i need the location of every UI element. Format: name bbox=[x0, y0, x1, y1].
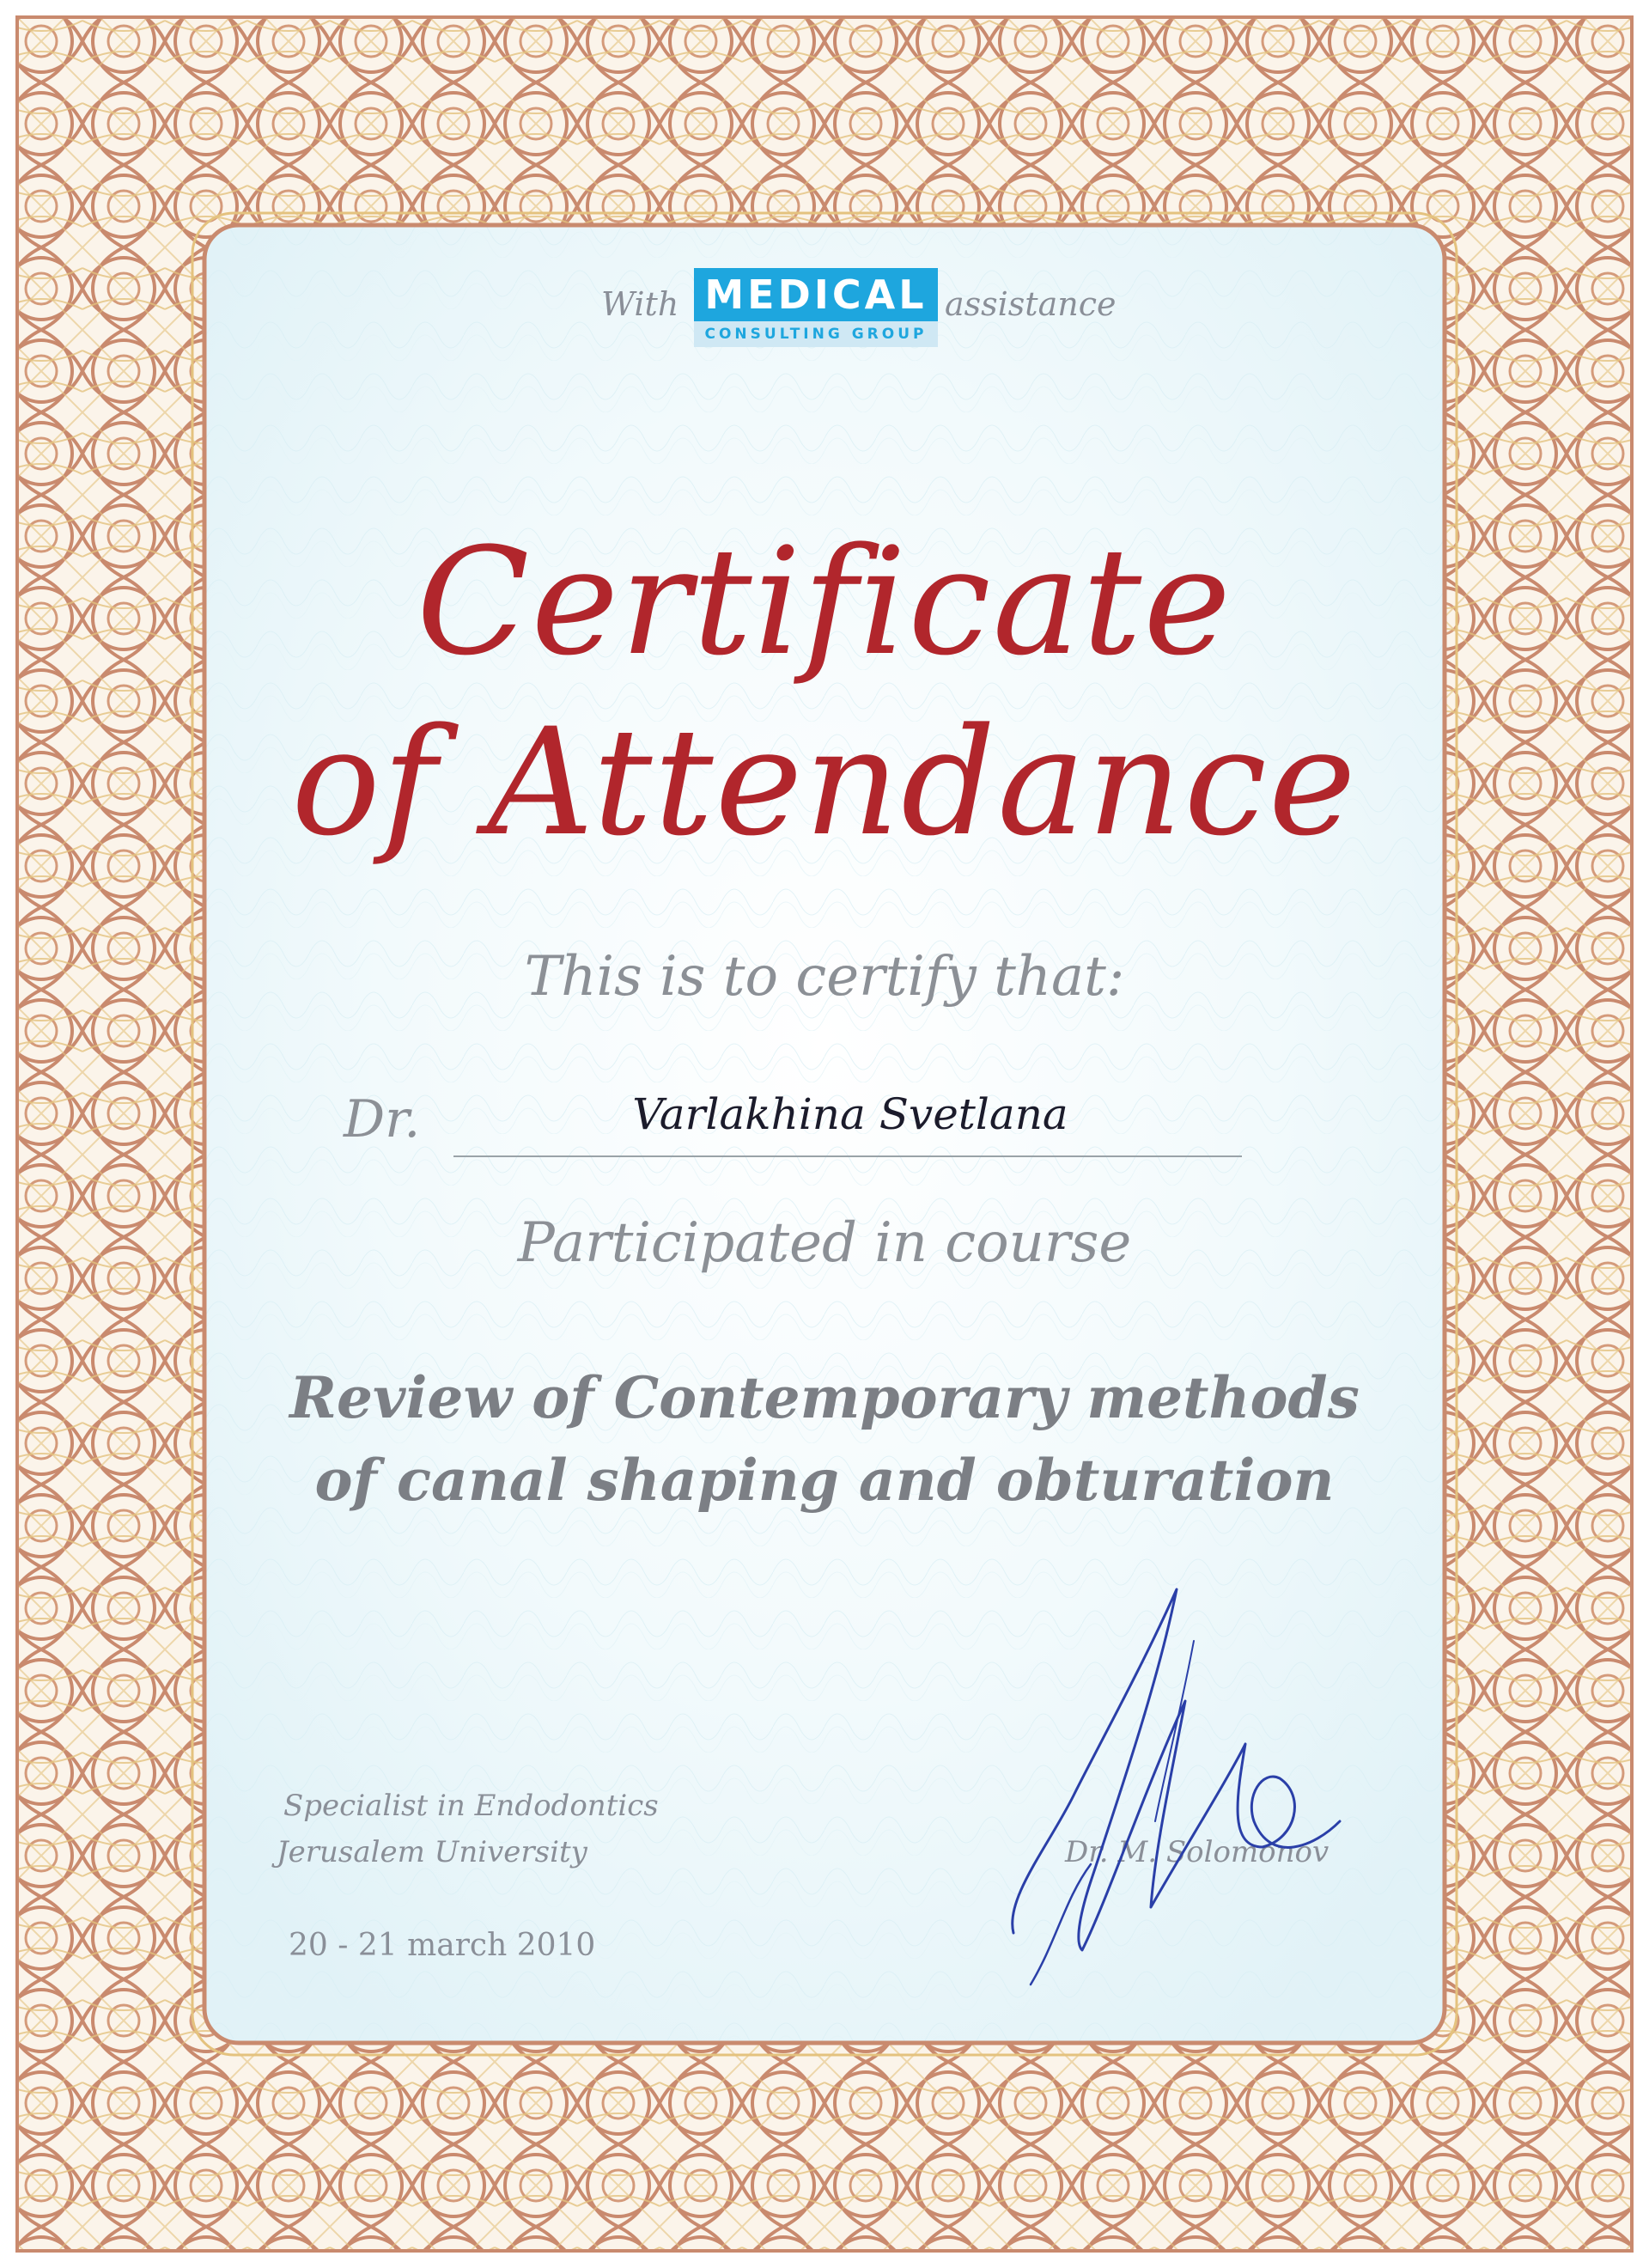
specialist-line-2: Jerusalem University bbox=[277, 1835, 587, 1869]
specialist-line-1: Specialist in Endodontics bbox=[283, 1789, 659, 1823]
assistance-label: assistance bbox=[945, 285, 1117, 323]
signer-name: Dr. M. Solomonov bbox=[1065, 1835, 1330, 1869]
course-title-line-2: of canal shaping and obturation bbox=[314, 1447, 1335, 1514]
logo-main-text: MEDICAL bbox=[694, 268, 938, 321]
medical-consulting-logo bbox=[694, 268, 938, 347]
title-line-2: of Attendance bbox=[291, 696, 1358, 869]
name-underline bbox=[453, 1155, 1242, 1157]
title-line-1: Certificate bbox=[416, 515, 1233, 688]
signature-icon bbox=[979, 1538, 1374, 2019]
course-date: 20 - 21 march 2010 bbox=[289, 1928, 596, 1963]
dr-label: Dr. bbox=[344, 1089, 421, 1149]
logo-sub-text: CONSULTING GROUP bbox=[694, 321, 938, 347]
with-label: With bbox=[601, 285, 679, 323]
certify-line: This is to certify that: bbox=[524, 945, 1125, 1009]
course-title-line-1: Review of Contemporary methods bbox=[289, 1364, 1360, 1431]
recipient-name: Varlakhina Svetlana bbox=[632, 1089, 1068, 1139]
participated-line: Participated in course bbox=[517, 1211, 1132, 1275]
